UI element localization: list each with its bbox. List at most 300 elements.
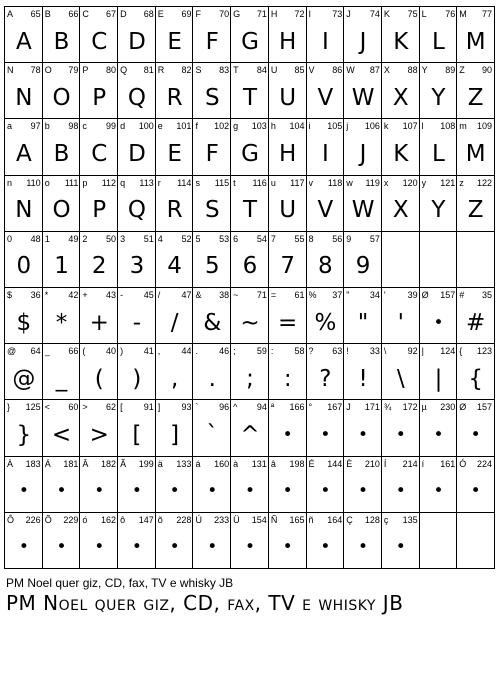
glyph-label [422,458,456,470]
glyph-code: 73 [332,9,343,19]
glyph-sample: • [470,481,481,502]
glyph-sample: $ [16,309,32,336]
glyph-char: c [82,121,87,132]
glyph-char: s [195,177,200,188]
glyph-sample: • [56,481,67,502]
glyph-label [309,8,343,20]
glyph-cell [230,231,269,288]
glyph-cell [192,343,231,400]
glyph-sample: S [204,197,220,224]
glyph-cell [4,62,43,119]
glyph-code: 111 [64,177,79,188]
glyph-cell [456,343,495,400]
glyph-cell [306,231,345,288]
glyph-char: ª [270,402,275,413]
glyph-cell [306,456,345,513]
glyph-label [120,233,154,245]
glyph-cell [117,118,156,175]
glyph-label [422,64,456,76]
glyph-char: A [7,9,14,19]
glyph-label [45,64,79,76]
glyph-char: ? [308,346,314,357]
glyph-sample: • [244,481,255,502]
glyph-label [82,289,116,301]
glyph-code: 75 [407,9,418,19]
glyph-label [120,289,154,301]
glyph-cell [4,231,43,288]
glyph-code: 166 [289,402,305,413]
glyph-sample: 0 [16,253,32,280]
glyph-label [195,289,229,301]
glyph-cell [42,118,81,175]
glyph-char: Â [82,458,89,469]
glyph-sample: F [205,140,219,167]
glyph-code: 224 [476,458,492,469]
glyph-cell [4,456,43,513]
glyph-code: 199 [138,458,154,469]
glyph-code: 84 [256,65,267,76]
glyph-sample: O [52,197,71,224]
glyph-cell [117,287,156,344]
glyph-sample: # [466,309,486,336]
glyph-sample: / [170,309,179,336]
glyph-code: 70 [219,9,230,19]
glyph-label [45,8,79,20]
glyph-char: y [421,177,427,188]
glyph-label [120,8,154,20]
glyph-sample: G [241,140,259,167]
glyph-char: R [157,65,165,76]
glyph-cell [456,512,495,569]
glyph-sample: Z [467,197,484,224]
glyph-cell [456,6,495,63]
glyph-cell [343,399,382,456]
glyph-char: À [7,458,14,469]
glyph-code: 71 [256,9,267,19]
glyph-cell [381,175,420,232]
glyph-label [7,177,41,189]
glyph-cell [192,62,231,119]
glyph-sample: G [241,28,259,55]
glyph-sample: X [392,197,409,224]
glyph-sample: [ [132,421,142,448]
glyph-label [195,120,229,132]
glyph-label [195,233,229,245]
glyph-sample: H [279,140,297,167]
glyph-label [459,289,492,301]
glyph-sample: E [167,28,182,55]
glyph-label [195,177,229,189]
glyph-cell [79,118,118,175]
glyph-code: 118 [327,177,343,188]
glyph-code: 89 [445,65,456,76]
glyph-cell [456,399,495,456]
glyph-char: Z [459,65,465,76]
glyph-char: Í [383,458,387,469]
glyph-label [233,120,267,132]
glyph-label [271,289,305,301]
glyph-code: 45 [143,290,154,300]
glyph-char: \ [383,346,387,357]
glyph-sample: ( [94,365,104,392]
glyph-char: Y [421,65,428,76]
glyph-char: | [421,346,424,357]
glyph-code: 115 [214,177,230,188]
glyph-code: 68 [143,9,154,19]
glyph-cell [79,231,118,288]
glyph-sample: - [132,309,142,336]
glyph-sample: } [16,421,32,448]
glyph-code: 160 [214,458,230,469]
glyph-code: 183 [25,458,41,469]
glyph-char: w [346,177,353,188]
glyph-cell [79,6,118,63]
glyph-code: 105 [327,121,343,132]
glyph-cell [155,118,194,175]
glyph-char: % [308,290,317,300]
glyph-label [346,233,380,245]
glyph-label [158,233,192,245]
glyph-code: 39 [407,290,418,300]
glyph-code: 46 [219,346,230,357]
glyph-code: 61 [294,290,305,300]
glyph-label [7,289,41,301]
glyph-label [120,64,154,76]
glyph-code: 133 [176,458,192,469]
glyph-sample: ^ [240,421,260,448]
glyph-code: 72 [294,9,305,19]
glyph-cell [381,456,420,513]
glyph-char: N [7,65,14,76]
glyph-cell [79,343,118,400]
glyph-cell [4,118,43,175]
glyph-char: P [82,65,89,76]
glyph-code: 104 [289,121,305,132]
glyph-code: 80 [106,65,117,76]
glyph-label [158,8,192,20]
glyph-label [459,120,492,132]
glyph-code: 228 [176,514,192,525]
glyph-sample: Q [127,197,146,224]
glyph-cell [419,231,458,288]
glyph-code: 85 [294,65,305,76]
glyph-label [7,345,41,357]
glyph-sample: _ [55,365,68,392]
glyph-label [233,64,267,76]
glyph-char: Ú [195,514,202,525]
glyph-char: u [270,177,276,188]
glyph-cell [117,512,156,569]
glyph-cell [192,118,231,175]
glyph-cell [343,175,382,232]
glyph-char: [ [120,402,123,413]
glyph-code: 210 [364,458,380,469]
glyph-char: @ [7,346,17,357]
glyph-label [82,8,116,20]
glyph-label [45,401,79,413]
glyph-label [384,177,418,189]
glyph-char: . [195,346,198,357]
glyph-cell [456,231,495,288]
glyph-char: 3 [120,233,126,244]
glyph-sample: C [91,28,108,55]
glyph-cell [155,287,194,344]
glyph-sample: < [51,421,72,448]
glyph-char: Ñ [270,514,278,525]
glyph-cell [268,512,307,569]
glyph-char: q [120,177,126,188]
glyph-label [346,177,380,189]
glyph-sample: S [204,84,220,111]
glyph-char: F [195,9,201,19]
glyph-sample: • [320,424,331,445]
glyph-cell [192,512,231,569]
glyph-sample: 6 [242,253,258,280]
glyph-char: b [44,121,50,132]
glyph-code: 113 [139,177,154,188]
glyph-code: 81 [143,65,154,76]
glyph-code: 120 [402,177,418,188]
glyph-cell [117,343,156,400]
glyph-sample: N [15,197,33,224]
glyph-label [45,345,79,357]
glyph-sample: { [468,365,483,392]
glyph-code: 37 [332,290,343,300]
glyph-sample: \ [396,365,405,392]
glyph-code: 56 [332,233,343,244]
glyph-label [82,401,116,413]
glyph-sample: Q [127,84,146,111]
glyph-label [7,401,41,413]
glyph-label [158,514,192,526]
glyph-code: 78 [30,65,41,76]
glyph-label [271,345,305,357]
glyph-char: G [233,9,241,19]
glyph-sample: 1 [54,253,69,280]
glyph-cell [381,231,420,288]
glyph-sample: C [91,140,108,167]
glyph-label [120,401,154,413]
glyph-label [7,64,41,76]
glyph-sample: & [203,309,222,336]
glyph-label [309,514,343,526]
glyph-label [422,345,456,357]
glyph-cell [419,287,458,344]
glyph-cell [343,512,382,569]
glyph-code: 101 [176,121,192,132]
glyph-label [45,514,79,526]
glyph-code: 54 [256,233,267,244]
glyph-char: E [157,9,164,19]
glyph-code: 88 [407,65,418,76]
glyph-code: 60 [68,402,79,413]
glyph-cell [456,287,495,344]
glyph-code: 92 [407,346,418,357]
glyph-label [422,120,456,132]
glyph-sample: . [208,365,216,392]
glyph-char: m [459,121,467,132]
glyph-char: > [82,402,88,413]
glyph-cell [381,287,420,344]
glyph-cell [230,343,269,400]
glyph-sample: R [166,197,183,224]
glyph-sample: • [358,481,369,502]
glyph-cell [155,62,194,119]
glyph-code: 162 [101,514,117,525]
glyph-sample: • [433,312,444,333]
glyph-cell [268,399,307,456]
glyph-char: Ø [459,402,467,413]
glyph-code: 74 [369,9,380,19]
glyph-char: ° [308,402,313,413]
glyph-sample: M [465,28,486,55]
glyph-code: 79 [68,65,79,76]
glyph-cell [306,399,345,456]
glyph-char: l [421,121,424,132]
glyph-cell [192,287,231,344]
glyph-code: 51 [143,233,154,244]
glyph-sample: D [128,28,146,55]
glyph-sample: • [94,536,105,557]
glyph-cell [79,62,118,119]
glyph-sample: A [15,140,32,167]
glyph-cell [268,6,307,63]
glyph-sample: • [282,424,293,445]
glyph-char: , [157,346,161,357]
glyph-char: Ã [120,458,127,469]
glyph-cell [230,456,269,513]
glyph-sample: • [94,481,105,502]
glyph-code: 121 [440,177,456,188]
glyph-char: / [157,290,161,300]
glyph-cell [381,512,420,569]
glyph-cell [268,175,307,232]
glyph-label [459,8,492,20]
glyph-char: W [346,65,355,76]
glyph-code: 33 [369,346,380,357]
glyph-sample: Z [467,84,484,111]
glyph-sample: • [207,481,218,502]
glyph-label [346,345,380,357]
glyph-label [120,120,154,132]
glyph-char: D [120,9,127,19]
glyph-label [7,8,41,20]
glyph-label [346,8,380,20]
glyph-label [422,177,456,189]
glyph-sample: T [242,197,258,224]
glyph-cell [456,456,495,513]
glyph-char: j [346,121,349,132]
glyph-cell [343,456,382,513]
glyph-sample: • [131,481,142,502]
glyph-label [82,233,116,245]
glyph-code: 82 [181,65,192,76]
glyph-char: V [308,65,315,76]
glyph-sample: ; [246,365,254,392]
glyph-sample [457,527,494,568]
glyph-char: L [421,9,427,19]
glyph-label [422,514,456,526]
glyph-label [158,120,192,132]
glyph-char: ô [120,514,126,525]
glyph-cell [343,6,382,63]
glyph-sample: > [89,421,109,448]
glyph-label [120,177,154,189]
glyph-cell [117,399,156,456]
glyph-label [233,233,267,245]
glyph-code: 128 [364,514,380,525]
glyph-label [384,120,418,132]
glyph-cell [230,512,269,569]
glyph-label [459,233,492,245]
glyph-char: Ø [421,290,429,300]
glyph-label [271,458,305,470]
glyph-cell [306,343,345,400]
glyph-sample: 2 [91,253,107,280]
glyph-cell [155,399,194,456]
glyph-char: Ó [459,458,467,469]
glyph-sample: J [359,140,367,167]
glyph-sample: ) [132,365,142,392]
glyph-sample: A [15,28,32,55]
glyph-char: # [459,290,465,300]
glyph-cell [42,399,81,456]
glyph-cell [343,118,382,175]
glyph-char: ¾ [383,402,392,413]
glyph-sample: V [317,197,334,224]
glyph-label [422,8,456,20]
glyph-char: ó [82,514,88,525]
glyph-char: á [195,458,201,469]
glyph-label [309,233,343,245]
glyph-cell [4,399,43,456]
glyph-label [346,64,380,76]
glyph-label [120,345,154,357]
glyph-code: 67 [106,9,117,19]
glyph-char: 2 [82,233,88,244]
glyph-label [309,120,343,132]
glyph-cell [42,456,81,513]
glyph-label [384,401,418,413]
glyph-code: 50 [106,233,117,244]
glyph-cell [456,118,495,175]
glyph-cell [343,62,382,119]
glyph-code: 164 [327,514,343,525]
glyph-cell [456,175,495,232]
glyph-char: ~ [233,290,239,300]
glyph-cell [79,287,118,344]
glyph-code: 125 [25,402,41,413]
glyph-label [158,64,192,76]
glyph-label [271,8,305,20]
sample-text-large: PM Noel quer giz, CD, fax, TV e whisky JB [6,591,404,615]
glyph-sample: • [131,536,142,557]
glyph-sample: 8 [318,253,333,280]
glyph-sample: • [433,424,444,445]
glyph-code: 214 [402,458,418,469]
glyph-cell [42,175,81,232]
glyph-code: 161 [440,458,456,469]
glyph-sample: • [395,424,406,445]
glyph-cell [268,118,307,175]
glyph-sample: I [321,28,329,55]
glyph-label [195,64,229,76]
glyph-label [158,177,192,189]
glyph-code: 144 [327,458,343,469]
glyph-label [384,345,418,357]
glyph-cell [42,6,81,63]
glyph-code: 123 [476,346,492,357]
